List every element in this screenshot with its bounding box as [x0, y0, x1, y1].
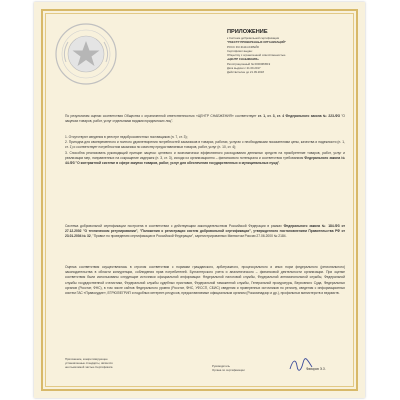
appendix-line: "РЕЕСТР ПРОВЕРЕННЫХ ОРГАНИЗАЦИЙ"	[227, 40, 286, 45]
footer-note-line: Приложение, конкретизирующее	[65, 357, 108, 361]
footer-note	[65, 357, 165, 369]
footer-note-line: установленные стандарты, является	[65, 361, 113, 365]
criterion-law-ref: Федерального закона № 44-ФЗ "О контрактной системе в сфере закупок товаров, работ, услуг для обеспечения государственных и муниципальных нужд"	[65, 155, 345, 166]
intro-block	[65, 114, 345, 124]
legal-basis-block	[65, 224, 345, 240]
intro-law-ref: ст. 1, ст. 3, ст. 4 Федерального закона № 223-ФЗ	[257, 114, 340, 118]
legal-basis-text: , "Правил по проведению сертификации в Российской Федерации", зарегистрированных Минюстом России 27.06.2000 № 2184.	[90, 234, 287, 239]
appendix-line: к Системе добровольной сертификации	[227, 36, 280, 40]
criterion-item	[65, 151, 345, 167]
appendix-line: «ЦЕНТР СНАБЖЕНИЯ»	[227, 57, 259, 62]
signatory-title	[212, 364, 284, 372]
certificate-page	[34, 2, 365, 398]
appendix-line: Регистрационный № 0000084519	[227, 61, 271, 66]
criterion-item: 2. Пригодна для своевременного и полного удовлетворения потребностей заказчиков в товарах, работах, услугах с необходимыми показателями цены, качества и надежности (п. 1, ст. 1) и соответствует потребностям заказчика по качеству предоставляемых товаров, работ, услуг (п. 10, ст. 4);	[65, 140, 345, 150]
intro-text: По результатам оценки соответствия Общества с ограниченной ответственностью «ЦЕНТР СНАБЖЕНИЯ» соответствует	[65, 114, 258, 118]
assessment-block	[65, 265, 345, 296]
footer-note-line: неотъемлемой частью Сертификата	[65, 365, 113, 369]
legal-basis-paragraph	[65, 224, 345, 240]
intro-text: "О закупках товаров, работ, услуг отдельными видами юридических лиц".	[65, 114, 345, 124]
signatory-title-line: Руководитель	[212, 364, 231, 368]
legal-basis-law-ref: Федерального закона № 184-ФЗ от 27.12.2002 "О техническом регулировании", "Положения о регистрации систем добровольной сертификации", утвержденного постановлением Правительства РФ от 23.01.2004 № 32	[65, 224, 345, 239]
criterion-item: 1. Отсутствуют сведения в реестре недобросовестных поставщиков (п. 7, ст. 3);	[65, 135, 188, 139]
appendix-block	[227, 29, 352, 75]
signatory-title-line: Органа по сертификации	[212, 368, 245, 372]
appendix-heading: ПРИЛОЖЕНИЕ	[227, 29, 268, 35]
assessment-paragraph: Оценка соответствия осуществлялась в строгом соответствии с нормами гражданского, арбитражного, процессуального и иных норм федерального (регионального) законодательства в области конкуренции, соблюдения прав потребителей. Бухгалтерского учета и аналитического – финансовой деятельности организации. При оценке соответствия были использованы следующие источники официальной информации: Федеральной налоговой службы, Федеральной антимонопольной службы, Федеральной службы государственной статистики, Федеральной службы судебных приставов, Федеральной таможенной службы, Генеральной прокуратуры, Верховного Суда, Федеральных органов (Росстат, ФНС), в том числе сайтов Федерального уровня (Росстат, ФНС, УФССП, СБИС) сведения и проверенных источников по региону, сведения с информационных систем ГАС «Правосудие», ЕГРЮЛ/ЕГРИП и подобных интернет-ресурсов, предоставляемые официальным органом (Роскомнадзор и др.), профильных министерств и ведомств.	[65, 265, 345, 296]
appendix-line: Сертификат выдан:	[227, 48, 253, 53]
seal-emblem	[54, 22, 118, 86]
criterion-text: .	[279, 161, 281, 166]
appendix-line: Дата выдачи с 21.09.2017	[227, 66, 261, 71]
appendix-line: РОСС RU.31111.04РЕЙ0	[227, 44, 259, 49]
criterion-text: 3. Способна реализовать руководящий принцип закупок: целевого и экономически эффективного расходования денежных средств на приобретение товаров, работ, услуг и реализации мер, направленных на сокращение издержек (п. 3, ст. 3), исходя из организационно – финансового потенциала и соответствия требованиям	[65, 150, 345, 160]
intro-paragraph	[65, 114, 345, 124]
signatory-name: Фаворов Э.З.	[306, 367, 326, 371]
appendix-line: Действителен до 21.09.2018	[227, 70, 264, 75]
legal-basis-text: Система добровольной сертификации построена в соответствии с действующим законодательством Российской Федерации в рамках	[65, 224, 284, 228]
criteria-list	[65, 135, 345, 166]
appendix-line: Обществу с ограниченной ответственностью	[227, 53, 286, 58]
